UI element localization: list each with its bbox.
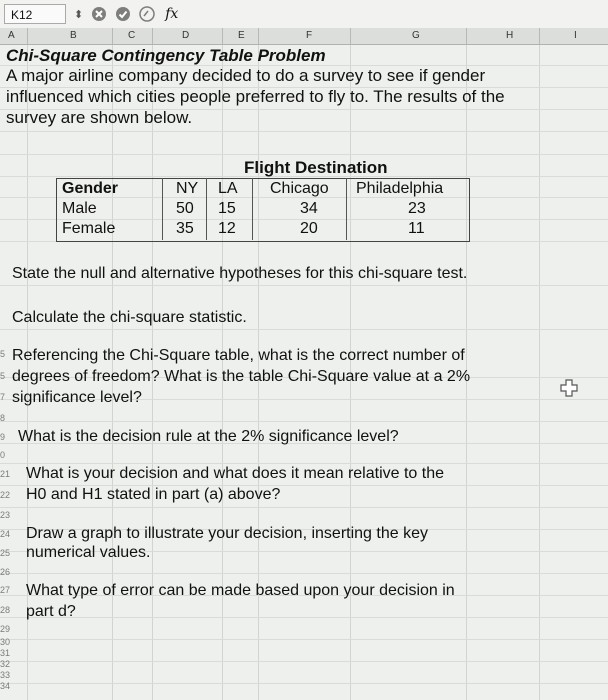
cell-male-philadelphia: 23 — [408, 200, 426, 217]
function-wizard-icon[interactable] — [139, 5, 155, 23]
row-label-male: Male — [62, 200, 97, 217]
cell-female-ny: 35 — [176, 220, 194, 237]
table-row — [56, 218, 476, 238]
cell-female-chicago: 20 — [300, 220, 318, 237]
cancel-icon[interactable] — [91, 5, 107, 23]
table-header-gender: Gender — [62, 180, 119, 197]
row-number[interactable]: 32 — [0, 659, 11, 669]
cell-female-philadelphia: 11 — [408, 220, 425, 237]
row-number[interactable]: 33 — [0, 670, 11, 680]
question-c-line-1: Referencing the Chi-Square table, what is the correct number of — [12, 347, 465, 364]
cell-male-chicago: 34 — [300, 200, 318, 217]
cell-female-la: 12 — [218, 220, 236, 237]
question-f-line-2: numerical values. — [26, 544, 151, 561]
row-number[interactable]: 21 — [0, 469, 11, 479]
question-f-line-1: Draw a graph to illustrate your decision, inserting the key — [26, 525, 428, 542]
column-header-b[interactable]: B — [70, 30, 77, 41]
enter-icon[interactable] — [115, 5, 131, 23]
question-e-line-1: What is your decision and what does it mean relative to the — [26, 465, 444, 482]
table-header-ny: NY — [176, 180, 199, 197]
question-e-line-2: H0 and H1 stated in part (a) above? — [26, 486, 281, 503]
table-header-chicago: Chicago — [270, 180, 329, 197]
column-header-h[interactable]: H — [506, 30, 514, 41]
contingency-table — [56, 158, 486, 238]
row-number[interactable]: 34 — [0, 681, 11, 691]
column-header-a[interactable]: A — [8, 30, 15, 41]
fx-label: fx — [165, 6, 179, 22]
row-number[interactable]: 31 — [0, 648, 11, 658]
cell-cursor-icon — [559, 378, 579, 398]
column-header-i[interactable]: I — [574, 30, 577, 41]
column-header-c[interactable]: C — [128, 30, 136, 41]
row-number[interactable]: 27 — [0, 585, 11, 595]
table-row — [56, 198, 476, 218]
row-number[interactable]: 5 — [0, 349, 6, 359]
column-header-e[interactable]: E — [238, 30, 245, 41]
table-title: Flight Destination — [244, 158, 388, 177]
column-headers — [0, 28, 608, 45]
table-header-row — [56, 178, 476, 198]
row-number[interactable]: 5 — [0, 371, 6, 381]
row-number[interactable]: 26 — [0, 567, 11, 577]
question-a: State the null and alternative hypotheses for this chi-square test. — [12, 265, 468, 282]
row-number[interactable]: 24 — [0, 529, 11, 539]
row-number[interactable]: 22 — [0, 490, 11, 500]
name-box[interactable]: K12 — [4, 4, 66, 24]
column-header-d[interactable]: D — [182, 30, 190, 41]
table-header-la: LA — [218, 180, 238, 197]
sheet-title: Chi-Square Contingency Table Problem — [6, 46, 326, 65]
cell-male-ny: 50 — [176, 200, 194, 217]
question-d: What is the decision rule at the 2% significance level? — [18, 428, 399, 445]
question-b: Calculate the chi-square statistic. — [12, 309, 247, 326]
formula-bar — [0, 0, 608, 29]
row-number[interactable]: 7 — [0, 392, 6, 402]
worksheet[interactable] — [0, 45, 608, 700]
row-number[interactable]: 23 — [0, 510, 11, 520]
row-label-female: Female — [62, 220, 116, 237]
question-c-line-3: significance level? — [12, 389, 142, 406]
question-g-line-1: What type of error can be made based upon your decision in — [26, 582, 455, 599]
row-number[interactable]: 29 — [0, 624, 11, 634]
cell-male-la: 15 — [218, 200, 236, 217]
question-g-line-2: part d? — [26, 603, 76, 620]
name-box-dropdown-icon[interactable]: ⬍ — [74, 8, 84, 21]
intro-paragraph: A major airline company decided to do a survey to see if gender influenced which cities people preferred to fly to. The results of the survey are shown below. — [6, 66, 505, 127]
row-number[interactable]: 28 — [0, 605, 11, 615]
table-header-philadelphia: Philadelphia — [356, 180, 444, 197]
question-c-line-2: degrees of freedom? What is the table Chi-Square value at a 2% — [12, 368, 471, 385]
row-number[interactable]: 8 — [0, 413, 6, 423]
row-number[interactable]: 30 — [0, 637, 11, 647]
row-number[interactable]: 25 — [0, 548, 11, 558]
row-number[interactable]: 0 — [0, 450, 6, 460]
column-header-f[interactable]: F — [306, 30, 313, 41]
column-header-g[interactable]: G — [412, 30, 420, 41]
row-number[interactable]: 9 — [0, 432, 6, 442]
